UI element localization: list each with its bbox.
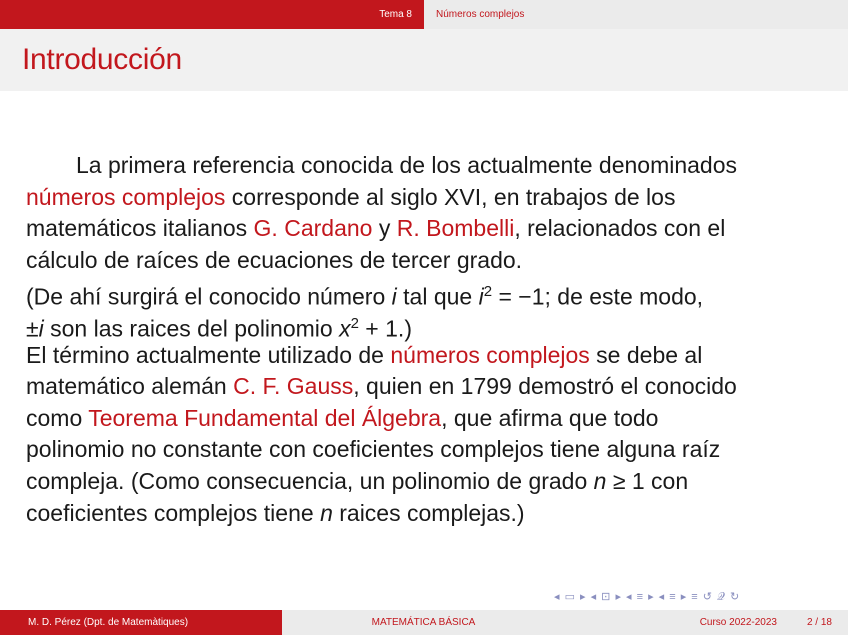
frame-title-bar xyxy=(0,29,848,91)
header-subsection-label: Números complejos xyxy=(436,9,525,20)
text: cálculo de raíces de ecuaciones de tercer grado. xyxy=(26,246,523,273)
header-bar xyxy=(0,0,848,29)
math-n: n xyxy=(593,467,607,494)
header-section[interactable] xyxy=(0,0,424,29)
body-line-2 xyxy=(26,182,816,214)
body-line-5 xyxy=(26,276,816,311)
text: raices complejas.) xyxy=(332,499,525,526)
text: matemático alemán xyxy=(26,373,234,400)
highlight-numeros-complejos: números complejos xyxy=(390,341,590,368)
text: corresponde al siglo XVI, en trabajos de los xyxy=(225,183,676,210)
math-i: i xyxy=(38,315,44,342)
text: (De ahí surgirá el conocido número xyxy=(26,284,392,311)
text: como xyxy=(26,404,89,431)
footer-year: Curso 2022-2023 xyxy=(699,617,777,628)
math-exponent: 2 xyxy=(483,283,493,301)
footer-year-page[interactable] xyxy=(565,610,848,635)
body-line-9 xyxy=(26,403,816,435)
footer-bar xyxy=(0,610,848,635)
header-subsection[interactable] xyxy=(424,0,848,29)
body-line-7 xyxy=(26,340,816,372)
body-line-12 xyxy=(26,498,816,530)
text: tal que xyxy=(396,284,479,311)
body-line-1 xyxy=(26,150,816,182)
text: coeficientes complejos tiene xyxy=(26,499,321,526)
body-line-6 xyxy=(26,308,816,340)
text: compleja. (Como consecuencia, un polinomio de grado xyxy=(26,467,594,494)
text: son las raices del polinomio xyxy=(43,315,340,342)
text: polinomio no constante con coeficientes complejos tiene alguna raíz xyxy=(26,436,721,463)
text: El término actualmente utilizado de xyxy=(26,341,391,368)
header-section-label: Tema 8 xyxy=(379,9,412,20)
text: La primera referencia conocida de los actualmente denominados xyxy=(76,152,738,178)
footer-author-label: M. D. Pérez (Dpt. de Matemàtiques) xyxy=(28,617,189,628)
slide-body xyxy=(26,150,816,529)
text: y xyxy=(372,215,397,242)
math-n: n xyxy=(320,499,333,526)
text: + 1.) xyxy=(358,315,412,342)
footer-page-number: 2 / 18 xyxy=(806,617,832,628)
highlight-cardano: G. Cardano xyxy=(253,215,373,242)
text: ± xyxy=(26,315,39,342)
body-line-11 xyxy=(26,466,816,498)
body-line-4 xyxy=(26,245,816,277)
text: = −1; de este modo, xyxy=(492,284,704,311)
math-i: i xyxy=(391,284,397,311)
footer-course-title[interactable] xyxy=(282,610,565,635)
math-x: x xyxy=(339,315,351,342)
text: se debe al xyxy=(589,341,703,368)
footer-course-title-label: MATEMÁTICA BÁSICA xyxy=(371,617,476,628)
highlight-bombelli: R. Bombelli xyxy=(396,215,515,242)
math-i: i xyxy=(478,284,484,311)
text: matemáticos italianos xyxy=(26,215,254,242)
text: , quien en 1799 demostró el conocido xyxy=(353,373,737,400)
footer-author[interactable] xyxy=(0,610,282,635)
text: ≥ 1 con xyxy=(606,467,689,494)
body-line-3 xyxy=(26,213,816,245)
highlight-numeros-complejos: números complejos xyxy=(26,183,226,210)
text: , relacionados con el xyxy=(514,215,726,242)
math-exponent: 2 xyxy=(350,314,359,332)
body-line-10 xyxy=(26,434,816,466)
highlight-gauss: C. F. Gauss xyxy=(233,373,354,400)
beamer-navigation-icons[interactable]: ◂ ▭ ▸ ◂ ⊡ ▸ ◂ ≡ ▸ ◂ ≡ ▸ ≡ ↺ 𝒬 ↻ xyxy=(554,591,741,603)
frame-title: Introducción xyxy=(22,43,182,76)
body-line-8 xyxy=(26,371,816,403)
text: , que afirma que todo xyxy=(441,404,659,431)
highlight-teorema: Teorema Fundamental del Álgebra xyxy=(88,404,442,431)
